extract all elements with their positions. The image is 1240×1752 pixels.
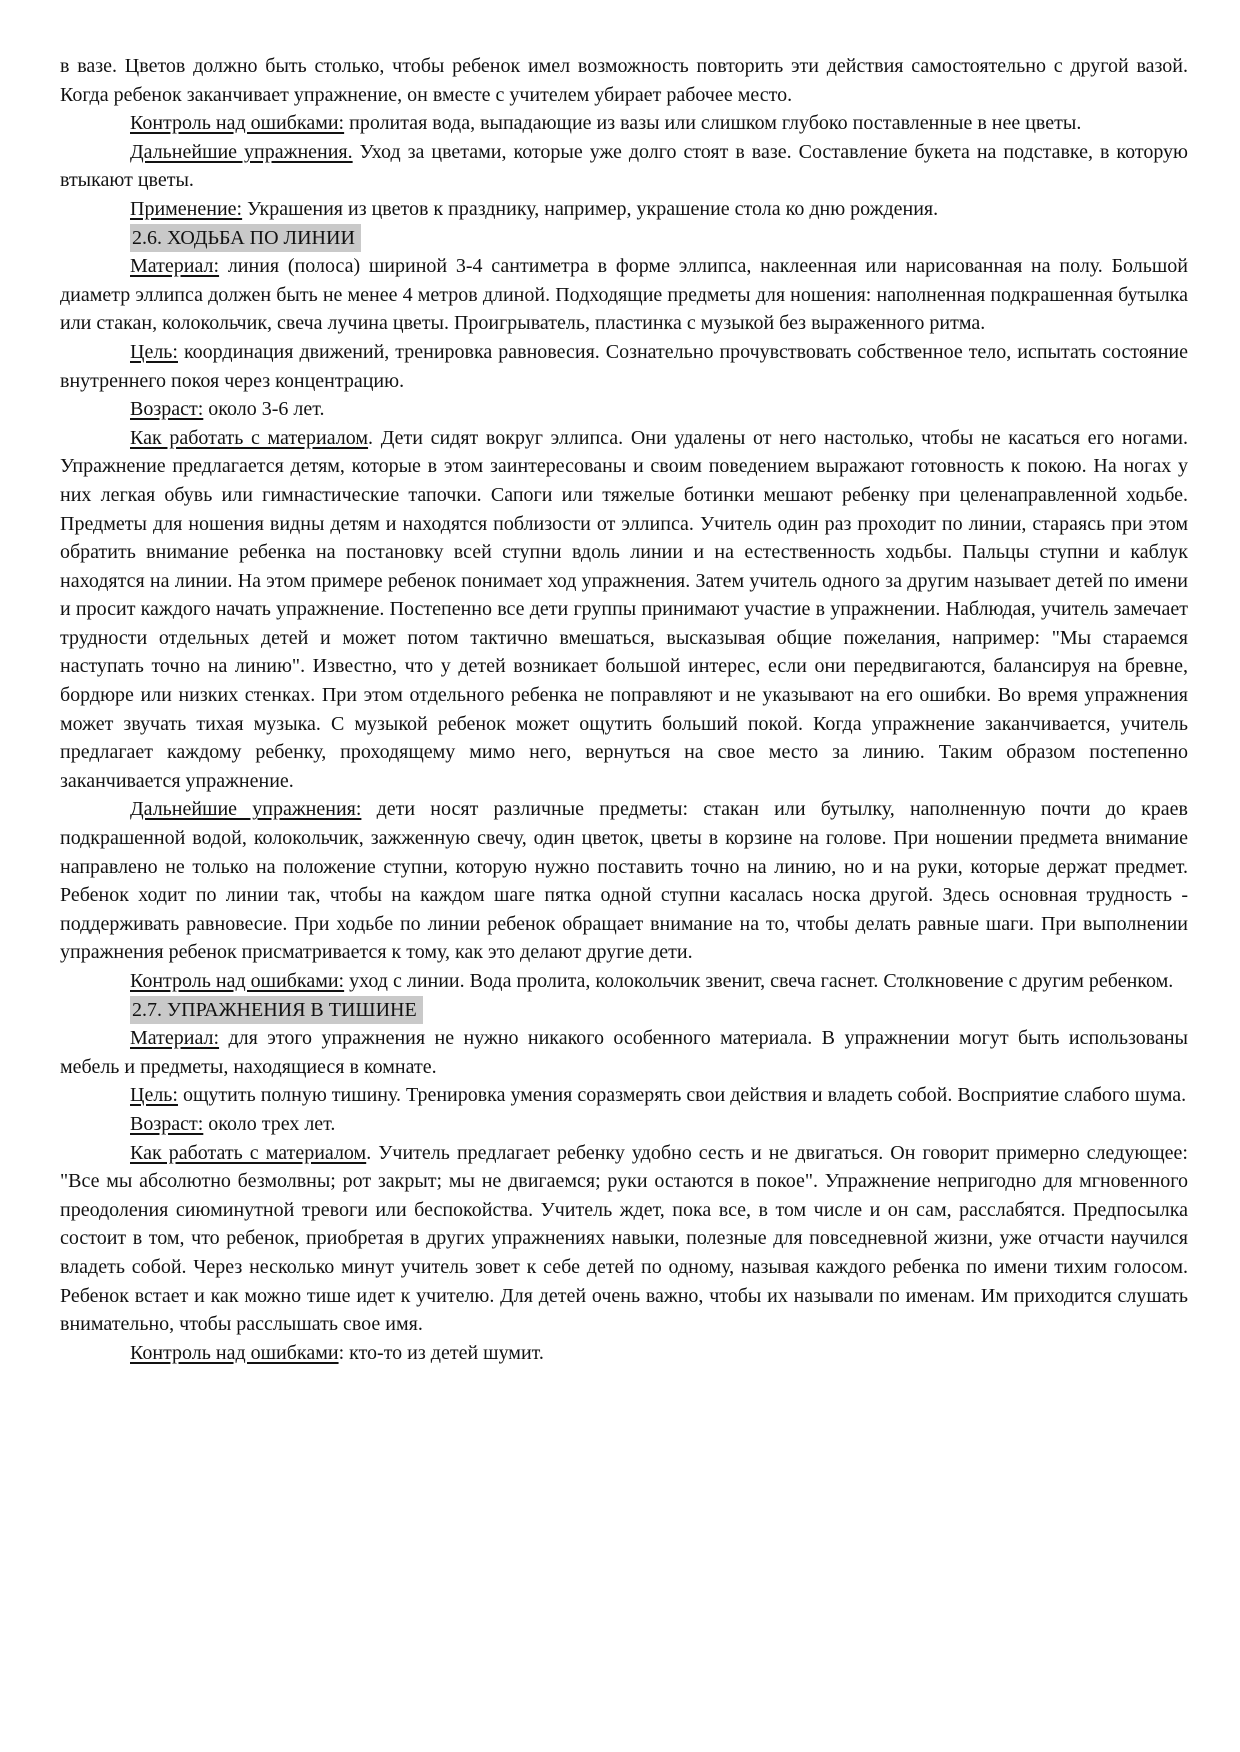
label-application: Применение: bbox=[130, 197, 243, 220]
paragraph-text: около трех лет. bbox=[203, 1112, 336, 1135]
paragraph-goal bbox=[60, 1081, 1188, 1110]
section-heading-2-6: 2.6. ХОДЬБА ПО ЛИНИИ bbox=[130, 224, 361, 253]
paragraph-text: для этого упражнения не нужно никакого особенного материала. В упражнении могут быть использованы мебель и предметы, находящиеся в комнате. bbox=[60, 1027, 1188, 1078]
label-error-control: Контроль над ошибками: bbox=[130, 970, 345, 992]
label-error-control: Контроль над ошибками bbox=[130, 1341, 339, 1364]
paragraph-intro bbox=[60, 52, 1188, 109]
paragraph-text: . Дети сидят вокруг эллипса. Они удалены от него настолько, чтобы не касаться его ногами. Упражнение предлагается детям, которые в этом заинтересованы и своим поведением выражают готовность к покою. На ногах у них легкая обувь или гимнастические тапочки. Сапоги или тяжелые ботинки мешают ребенку при целенаправленной ходьбе. Предметы для ношения видны детям и находятся поблизости от эллипса. Учитель один раз проходит по линии, стараясь при этом обратить внимание ребенка на постановку всей ступни вдоль линии и на естественность ходьбы. Пальцы ступни и каблук находятся на линии. На этом примере ребенок понимает ход упражнения. Затем учитель одного за другим называет детей по имени и просит каждого начать упражнение. Постепенно все дети группы принимают участие в упражнении. Наблюдая, учитель замечает трудности отдельных детей и может потом тактично вмешаться, высказывая общие пожелания, например: "Мы стараемся наступать точно на линию". Известно, что у детей возникает большой интерес, если они передвигаются, балансируя на бревне, бордюре или низких стенках. При этом отдельного ребенка не поправляют и не указывают на его ошибки. Во время упражнения может звучать тихая музыка. С музыкой ребенок может ощутить больший покой. Когда упражнение заканчивается, учитель предлагает каждому ребенку, проходящему мимо него, вернуться на свое место за линию. Таким образом постепенно заканчивается упражнение. bbox=[60, 426, 1188, 792]
paragraph-further bbox=[60, 795, 1188, 967]
paragraph-goal bbox=[60, 338, 1188, 395]
paragraph-text: линия (полоса) шириной 3-4 сантиметра в форме эллипса, наклеенная или нарисованная на полу. Большой диаметр эллипса должен быть не менее 4 метров длиной. Подходящие предметы для ношения: наполненная подкрашенная бутылка или стакан, колокольчик, свеча лучина цветы. Проигрыватель, пластинка с музыкой без выраженного ритма. bbox=[60, 255, 1188, 335]
paragraph-age bbox=[60, 1110, 1188, 1139]
label-further: Дальнейшие упражнения. bbox=[130, 140, 353, 163]
paragraph-text: около 3-6 лет. bbox=[203, 398, 325, 421]
paragraph-application bbox=[60, 195, 1188, 224]
paragraph-text: координация движений, тренировка равновесия. Сознательно прочувствовать собственное тело, испытать состояние внутреннего покоя через концентрацию. bbox=[60, 340, 1188, 392]
label-how-to-work: Как работать с материалом bbox=[130, 1141, 367, 1164]
paragraph-error-control bbox=[60, 109, 1188, 138]
paragraph-material bbox=[60, 252, 1188, 338]
section-heading-2-7: 2.7. УПРАЖНЕНИЯ В ТИШИНЕ bbox=[130, 996, 423, 1025]
paragraph-how-to-work bbox=[60, 1139, 1188, 1339]
label-error-control: Контроль над ошибками: bbox=[130, 112, 345, 135]
paragraph-text: ощутить полную тишину. Тренировка умения соразмерять свои действия и владеть собой. Восприятие слабого шума. bbox=[177, 1084, 1187, 1107]
paragraph-text: : кто-то из детей шумит. bbox=[338, 1341, 544, 1364]
section-heading-wrap bbox=[60, 224, 1188, 253]
paragraph-text: . Учитель предлагает ребенку удобно сесть и не двигаться. Он говорит примерно следующее: "Все мы абсолютно безмолвны; рот закрыт; мы не двигаемся; руки остаются в покое". Упражнение непригодно для мгновенного преодоления сиюминутной тревоги или беспокойства. Учитель ждет, пока все, в том числе и он сам, расслабятся. Предпосылка состоит в том, что ребенок, приобретая в других упражнениях навыки, полезные для повседневной жизни, уже отчасти научился владеть собой. Через несколько минут учитель зовет к себе детей по одному, называя каждого ребенка по имени тихим голосом. Ребенок встает и как можно тише идет к учителю. Для детей очень важно, чтобы их называли по именам. Им приходится слушать внимательно, чтобы расслышать свое имя. bbox=[60, 1141, 1188, 1336]
label-material: Материал: bbox=[130, 255, 220, 278]
paragraph-text: в вазе. Цветов должно быть столько, чтобы ребенок имел возможность повторить эти действия самостоятельно с другой вазой. Когда ребенок заканчивает упражнение, он вместе с учителем убирает рабочее место. bbox=[60, 55, 1188, 106]
paragraph-further bbox=[60, 138, 1188, 195]
label-age: Возраст: bbox=[130, 1112, 204, 1135]
paragraph-error-control bbox=[60, 1339, 1188, 1368]
section-heading-wrap bbox=[60, 996, 1188, 1025]
label-material: Материал: bbox=[130, 1027, 220, 1050]
label-further: Дальнейшие упражнения: bbox=[130, 798, 362, 821]
paragraph-age bbox=[60, 395, 1188, 424]
paragraph-text: дети носят различные предметы: стакан или бутылку, наполненную почти до краев подкрашенной водой, колокольчик, зажженную свечу, один цветок, цветы в корзине на голове. При ношении предмета внимание направлено не только на положение ступни, которую нужно поставить точно на линию, но и на руки, которые держат предмет. Ребенок ходит по линии так, чтобы на каждом шаге пятка одной ступни касалась носка другой. Здесь основная трудность - поддерживать равновесие. При ходьбе по линии ребенок обращает внимание на то, чтобы делать равные шаги. При выполнении упражнения ребенок присматривается к тому, как это делают другие дети. bbox=[60, 798, 1189, 964]
paragraph-text: уход с линии. Вода пролита, колокольчик звенит, свеча гаснет. Столкновение с другим ребенком. bbox=[344, 970, 1174, 992]
label-how-to-work: Как работать с материалом bbox=[130, 426, 369, 449]
paragraph-text: Украшения из цветов к празднику, например, украшение стола ко дню рождения. bbox=[242, 197, 939, 220]
paragraph-error-control bbox=[60, 967, 1188, 996]
label-goal: Цель: bbox=[130, 1084, 178, 1107]
paragraph-material bbox=[60, 1024, 1188, 1081]
paragraph-how-to-work bbox=[60, 424, 1188, 796]
label-goal: Цель: bbox=[130, 340, 178, 363]
paragraph-text: Уход за цветами, которые уже долго стоят в вазе. Составление букета на подставке, в которую втыкают цветы. bbox=[60, 140, 1188, 192]
label-age: Возраст: bbox=[130, 398, 204, 421]
paragraph-text: пролитая вода, выпадающие из вазы или слишком глубоко поставленные в нее цветы. bbox=[344, 112, 1082, 135]
